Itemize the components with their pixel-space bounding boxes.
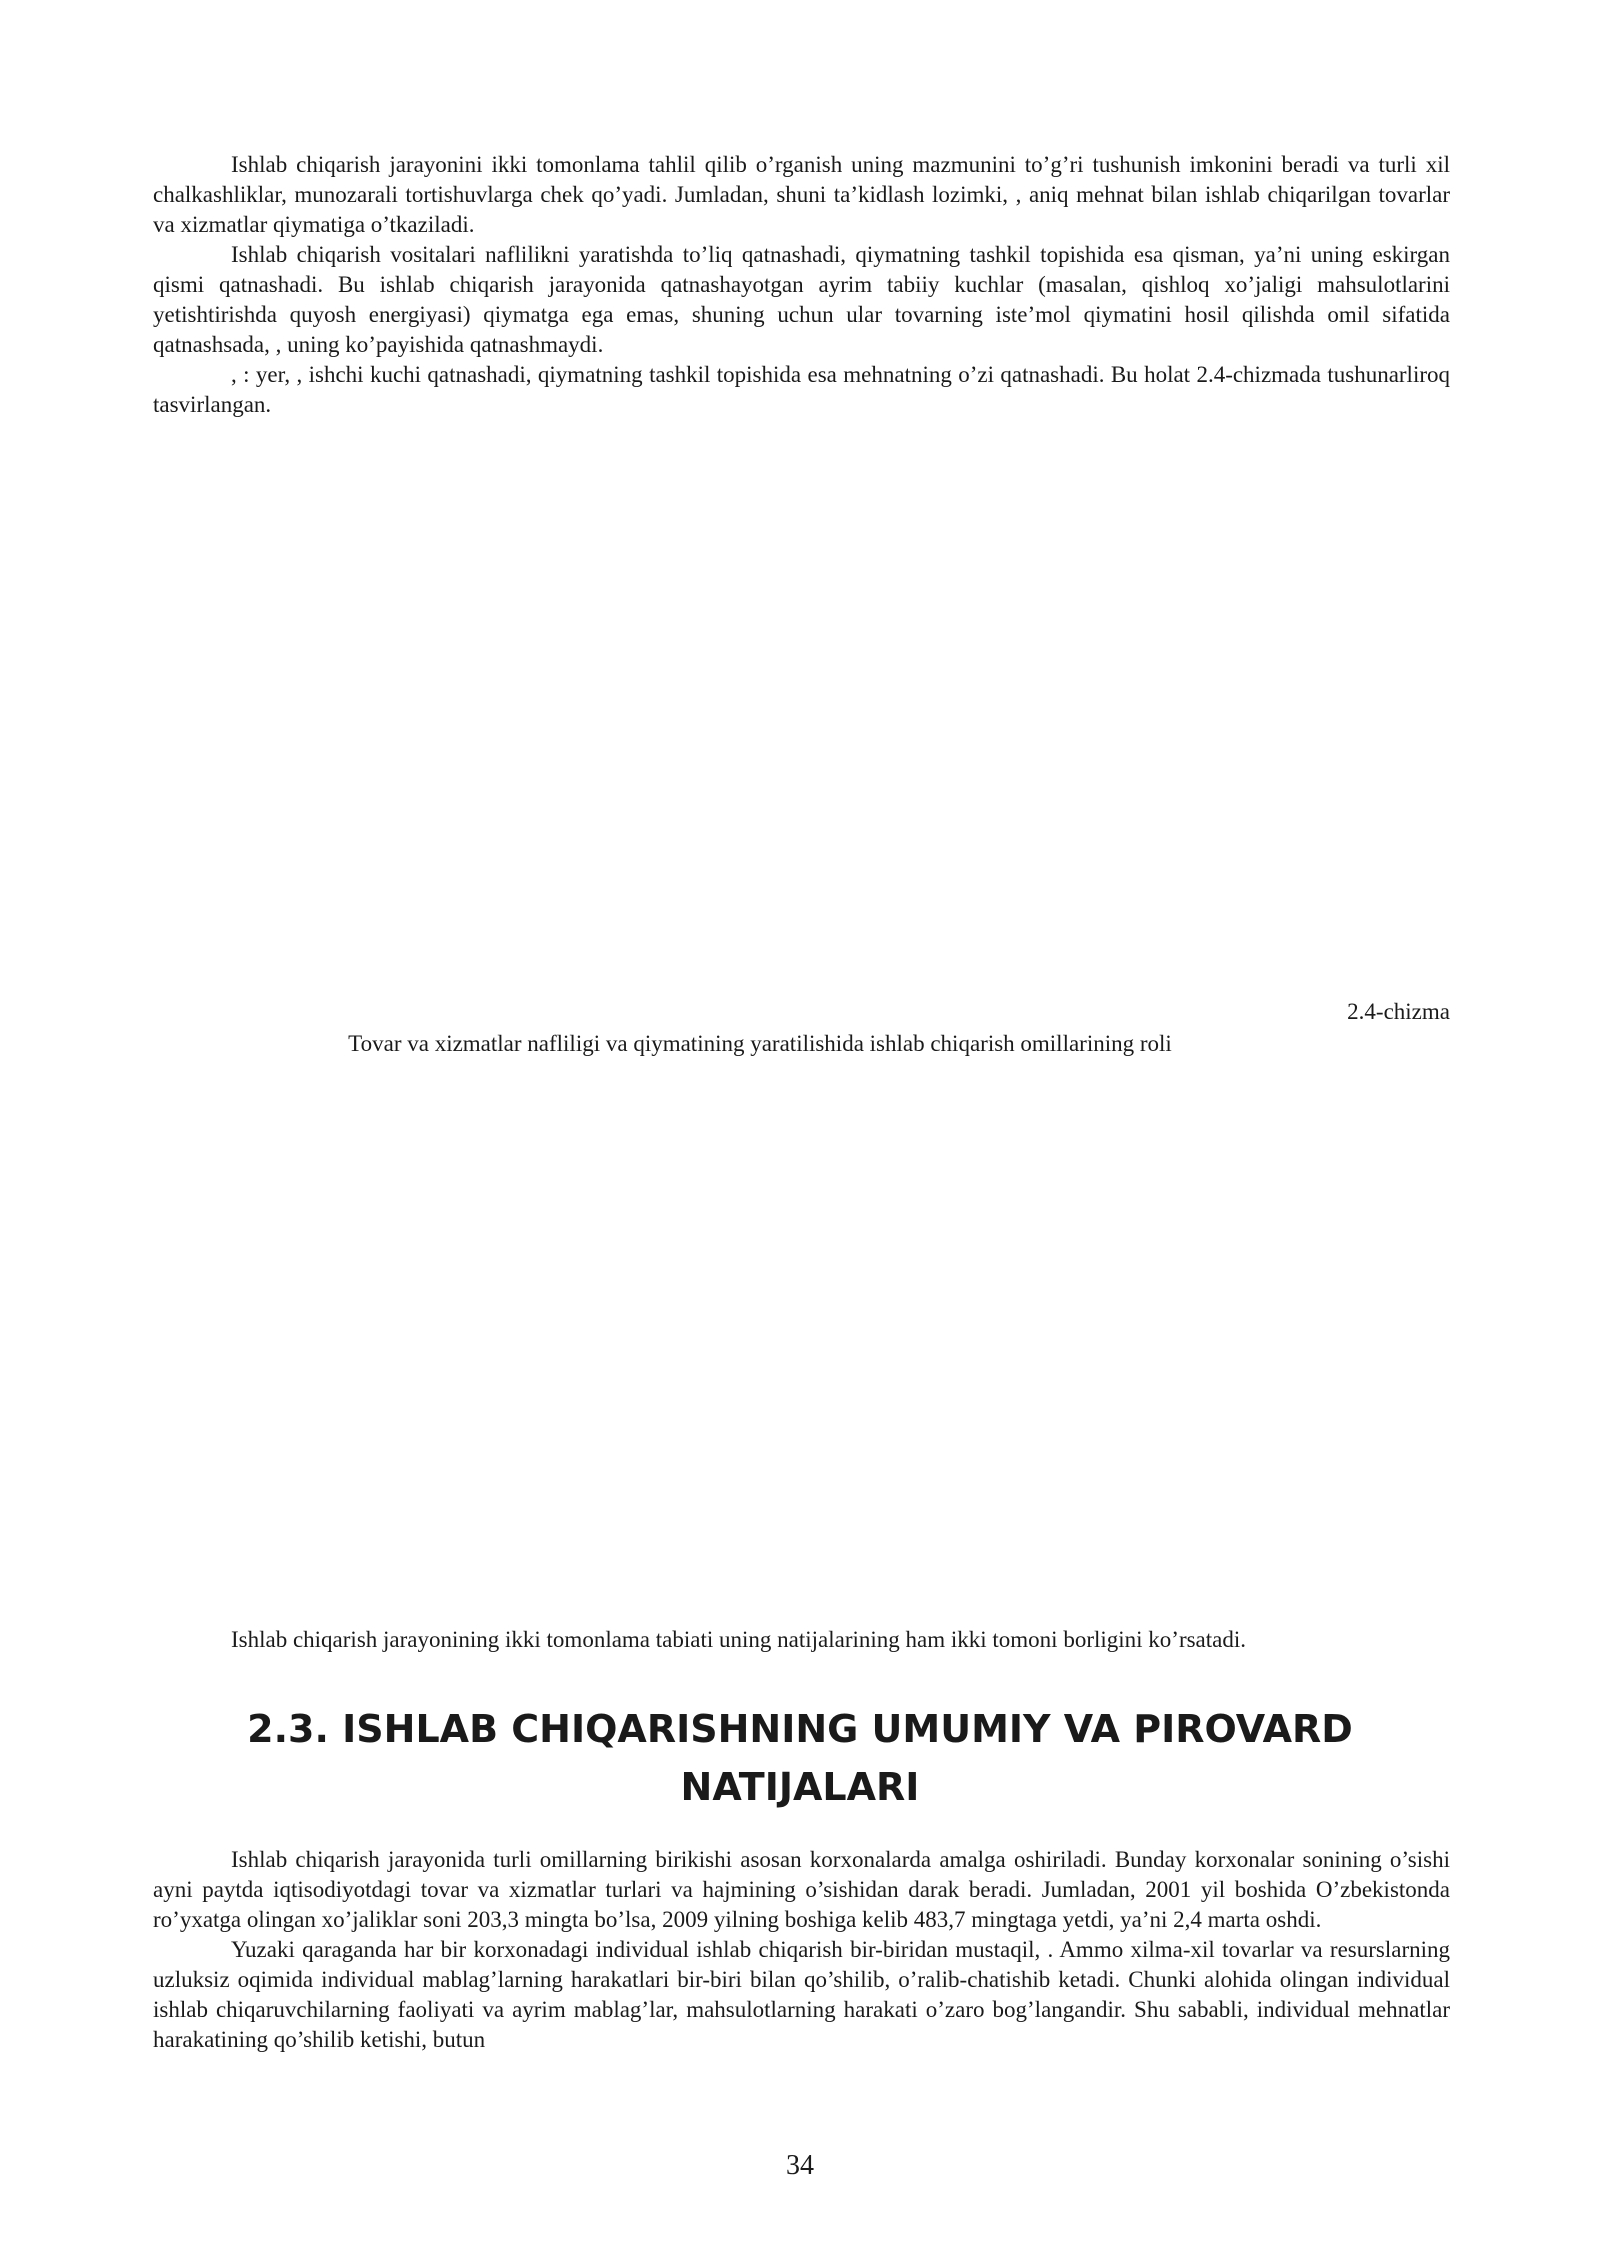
section-heading-line: 2.3. ISHLAB CHIQARISHNING UMUMIY VA PIROVARD — [247, 1707, 1353, 1751]
figure-blank-area-top — [153, 440, 1450, 990]
figure-caption-text: Tovar va xizmatlar nafliligi va qiymatining yaratilishida ishlab chiqarish omillarining roli — [348, 1031, 1172, 1056]
figure-label: 2.4-chizma — [1347, 999, 1450, 1024]
paragraph: Yuzaki qaraganda har bir korxonadagi individual ishlab chiqarish bir-biridan mustaqil, . Ammo xilma-xil tovarlar va resurslarning uzluksiz oqimida individual mablag’larning harakatlari bir-biri bilan qo’shilib, o’ralib-chatishib ketadi. Chunki alohida olingan individual ishlab chiqaruvchilarning faoliyati va ayrim mablag’lar, mahsulotlarning harakati o’zaro bog’langandir. Shu sababli, individual mehnatlar harakatining qo’shilib ketishi, butun — [153, 1937, 1450, 2052]
section-text-block — [153, 1845, 1450, 2055]
section-heading-line: NATIJALARI — [680, 1765, 920, 1809]
paragraph: Ishlab chiqarish jarayonini ikki tomonlama tahlil qilib o’rganish uning mazmunini to’g’ri tushunish imkonini beradi va turli xil chalkashliklar, munozarali tortishuvlarga chek qo’yadi. Jumladan, shuni ta’kidlash lozimki, , aniq mehnat bilan ishlab chiqarilgan tovarlar va xizmatlar qiymatiga o’tkaziladi. — [153, 152, 1450, 237]
conclusion-sentence: Ishlab chiqarish jarayonining ikki tomonlama tabiati uning natijalarining ham ikki tomoni borligini ko’rsatadi. — [231, 1627, 1246, 1652]
figure-blank-area-bottom — [153, 1060, 1450, 1610]
page-number: 34 — [786, 2150, 814, 2181]
section-heading — [0, 1700, 1600, 1816]
intro-text-block — [153, 150, 1450, 420]
paragraph: Ishlab chiqarish jarayonida turli omillarning birikishi asosan korxonalarda amalga oshiriladi. Bunday korxonalar sonining o’sishi ayni paytda iqtisodiyotdagi tovar va xizmatlar turlari va hajmining o’sishidan darak beradi. Jumladan, 2001 yil boshida O’zbekistonda ro’yxatga olingan xo’jaliklar soni 203,3 mingta bo’lsa, 2009 yilning boshiga kelib 483,7 mingtaga yetdi, ya’ni 2,4 marta oshdi. — [153, 1847, 1450, 1932]
paragraph: , : yer, , ishchi kuchi qatnashadi, qiymatning tashkil topishida esa mehnatning o’zi qatnashadi. Bu holat 2.4-chizmada tushunarliroq tasvirlangan. — [153, 362, 1450, 417]
figure-caption — [0, 1031, 1600, 1057]
paragraph: Ishlab chiqarish vositalari naflilikni yaratishda to’liq qatnashadi, qiymatning tashkil topishida esa qisman, ya’ni uning eskirgan qismi qatnashadi. Bu ishlab chiqarish jarayonida qatnashayotgan ayrim tabiiy kuchlar (masalan, qishloq xo’jaligi mahsulotlarini yetishtirishda quyosh energiyasi) qiymatga ega emas, shuning uchun ular tovarning iste’mol qiymatini hosil qilishda omil sifatida qatnashsada, , uning ko’payishida qatnashmaydi. — [153, 242, 1450, 357]
